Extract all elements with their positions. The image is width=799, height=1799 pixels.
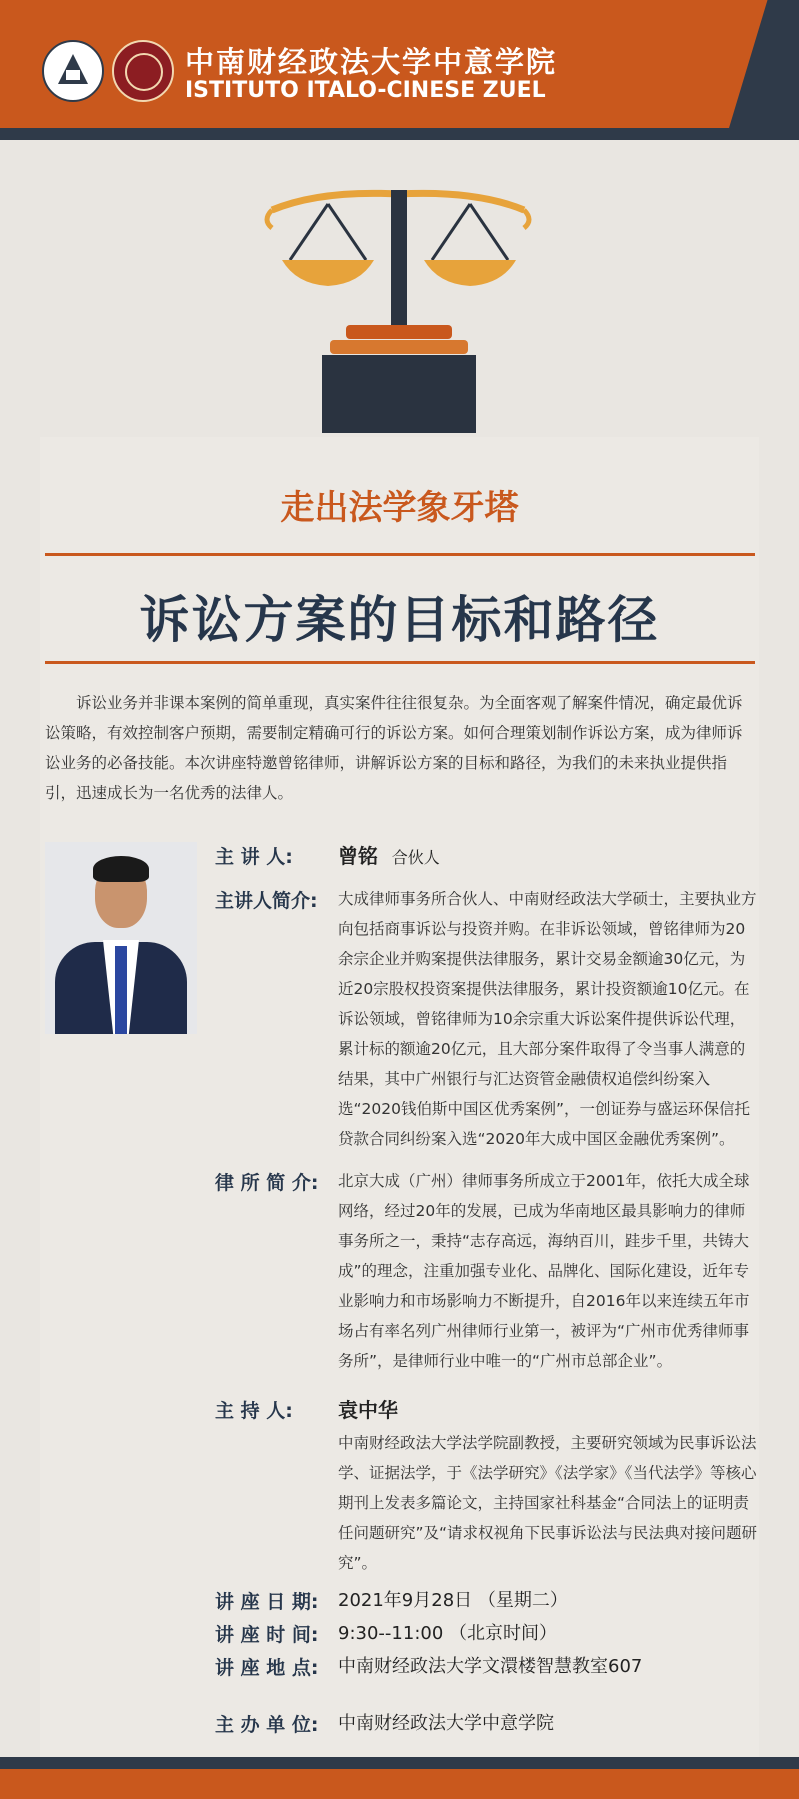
institute-name-it: ISTITUTO ITALO-CINESE ZUEL [185, 78, 546, 103]
speaker-bio-text: 大成律师事务所合伙人、中南财经政法大学硕士，主要执业方向包括商事诉讼与投资并购。在非诉讼领域，曾铭律师为20余宗企业并购案提供法律服务，累计交易金额逾30亿元，为近20宗股权投资案提供法律服务，累计投资额逾10亿元。在诉讼领域，曾铭律师为10余宗重大诉讼案件提供诉讼代理，累计标的额逾20亿元，且大部分案件取得了令当事人满意的结果，其中广州银行与汇达资管金融债权追偿纠纷案入选“2020钱伯斯中国区优秀案例”，一创证券与盛运环保信托贷款合同纠纷案入选“2020年大成中国区金融优秀案例”。 [338, 890, 757, 1148]
speaker-photo [45, 842, 197, 1034]
place-label: 讲 座 地 点: [215, 1657, 319, 1679]
speaker-label: 主 讲 人: [215, 846, 293, 868]
host-bio-text: 中南财经政法大学法学院副教授，主要研究领域为民事诉讼法学、证据法学，于《法学研究》《法学家》《当代法学》等核心期刊上发表多篇论文，主持国家社科基金“合同法上的证明责任问题研究”及“请求权视角下民事诉讼法与民法典对接问题研究”。 [338, 1434, 758, 1572]
intro-paragraph: 诉讼业务并非课本案例的简单重现，真实案件往往很复杂。为全面客观了解案件情况，确定最优诉讼策略，有效控制客户预期，需要制定精确可行的诉讼方案。如何合理策划制作诉讼方案，成为律师诉讼业务的必备技能。本次讲座特邀曾铭律师，讲解诉讼方案的目标和路径，为我们的未来执业提供指引，迅速成长为一名优秀的法律人。 [45, 694, 743, 802]
speaker-name-line [338, 840, 440, 869]
institute-name-cn: 中南财经政法大学中意学院 [185, 45, 558, 79]
time-label: 讲 座 时 间: [215, 1624, 319, 1646]
speaker-name: 曾铭 [338, 844, 378, 868]
host-label: 主 持 人: [215, 1400, 293, 1422]
series-subtitle: 走出法学象牙塔 [280, 488, 519, 528]
divider-bottom [45, 661, 755, 664]
partner-university-logo-icon [112, 40, 174, 102]
firm-bio-label: 律 所 简 介: [215, 1172, 319, 1194]
header-stripe [0, 128, 799, 140]
scales-of-justice-icon [0, 180, 799, 440]
speaker-role: 合伙人 [391, 848, 440, 867]
footer-stripe [0, 1757, 799, 1769]
host-name: 袁中华 [338, 1398, 398, 1422]
date-value: 2021年9月28日 （星期二） [338, 1590, 568, 1611]
lecture-title: 诉讼方案的目标和路径 [139, 591, 660, 649]
footer-bar [0, 1769, 799, 1799]
organizer-value: 中南财经政法大学中意学院 [338, 1713, 554, 1734]
organizer-label: 主 办 单 位: [215, 1714, 319, 1736]
place-value: 中南财经政法大学文澴楼智慧教室607 [338, 1656, 643, 1677]
time-value: 9:30--11:00 （北京时间） [338, 1623, 558, 1644]
divider-top [45, 553, 755, 556]
date-label: 讲 座 日 期: [215, 1591, 319, 1613]
university-logo-icon [42, 40, 104, 102]
firm-bio-text: 北京大成（广州）律师事务所成立于2001年，依托大成全球网络，经过20年的发展，已成为华南地区最具影响力的律师事务所之一，秉持“志存高远，海纳百川，跬步千里，共铸大成”的理念，注重加强专业化、品牌化、国际化建设，近年专业影响力和市场影响力不断提升，自2016年以来连续五年市场占有率名列广州律师行业第一，被评为“广州市优秀律师事务所”，是律师行业中唯一的“广州市总部企业”。 [338, 1172, 750, 1370]
speaker-bio-label: 主讲人简介: [215, 890, 318, 912]
host-name-line [338, 1394, 398, 1423]
